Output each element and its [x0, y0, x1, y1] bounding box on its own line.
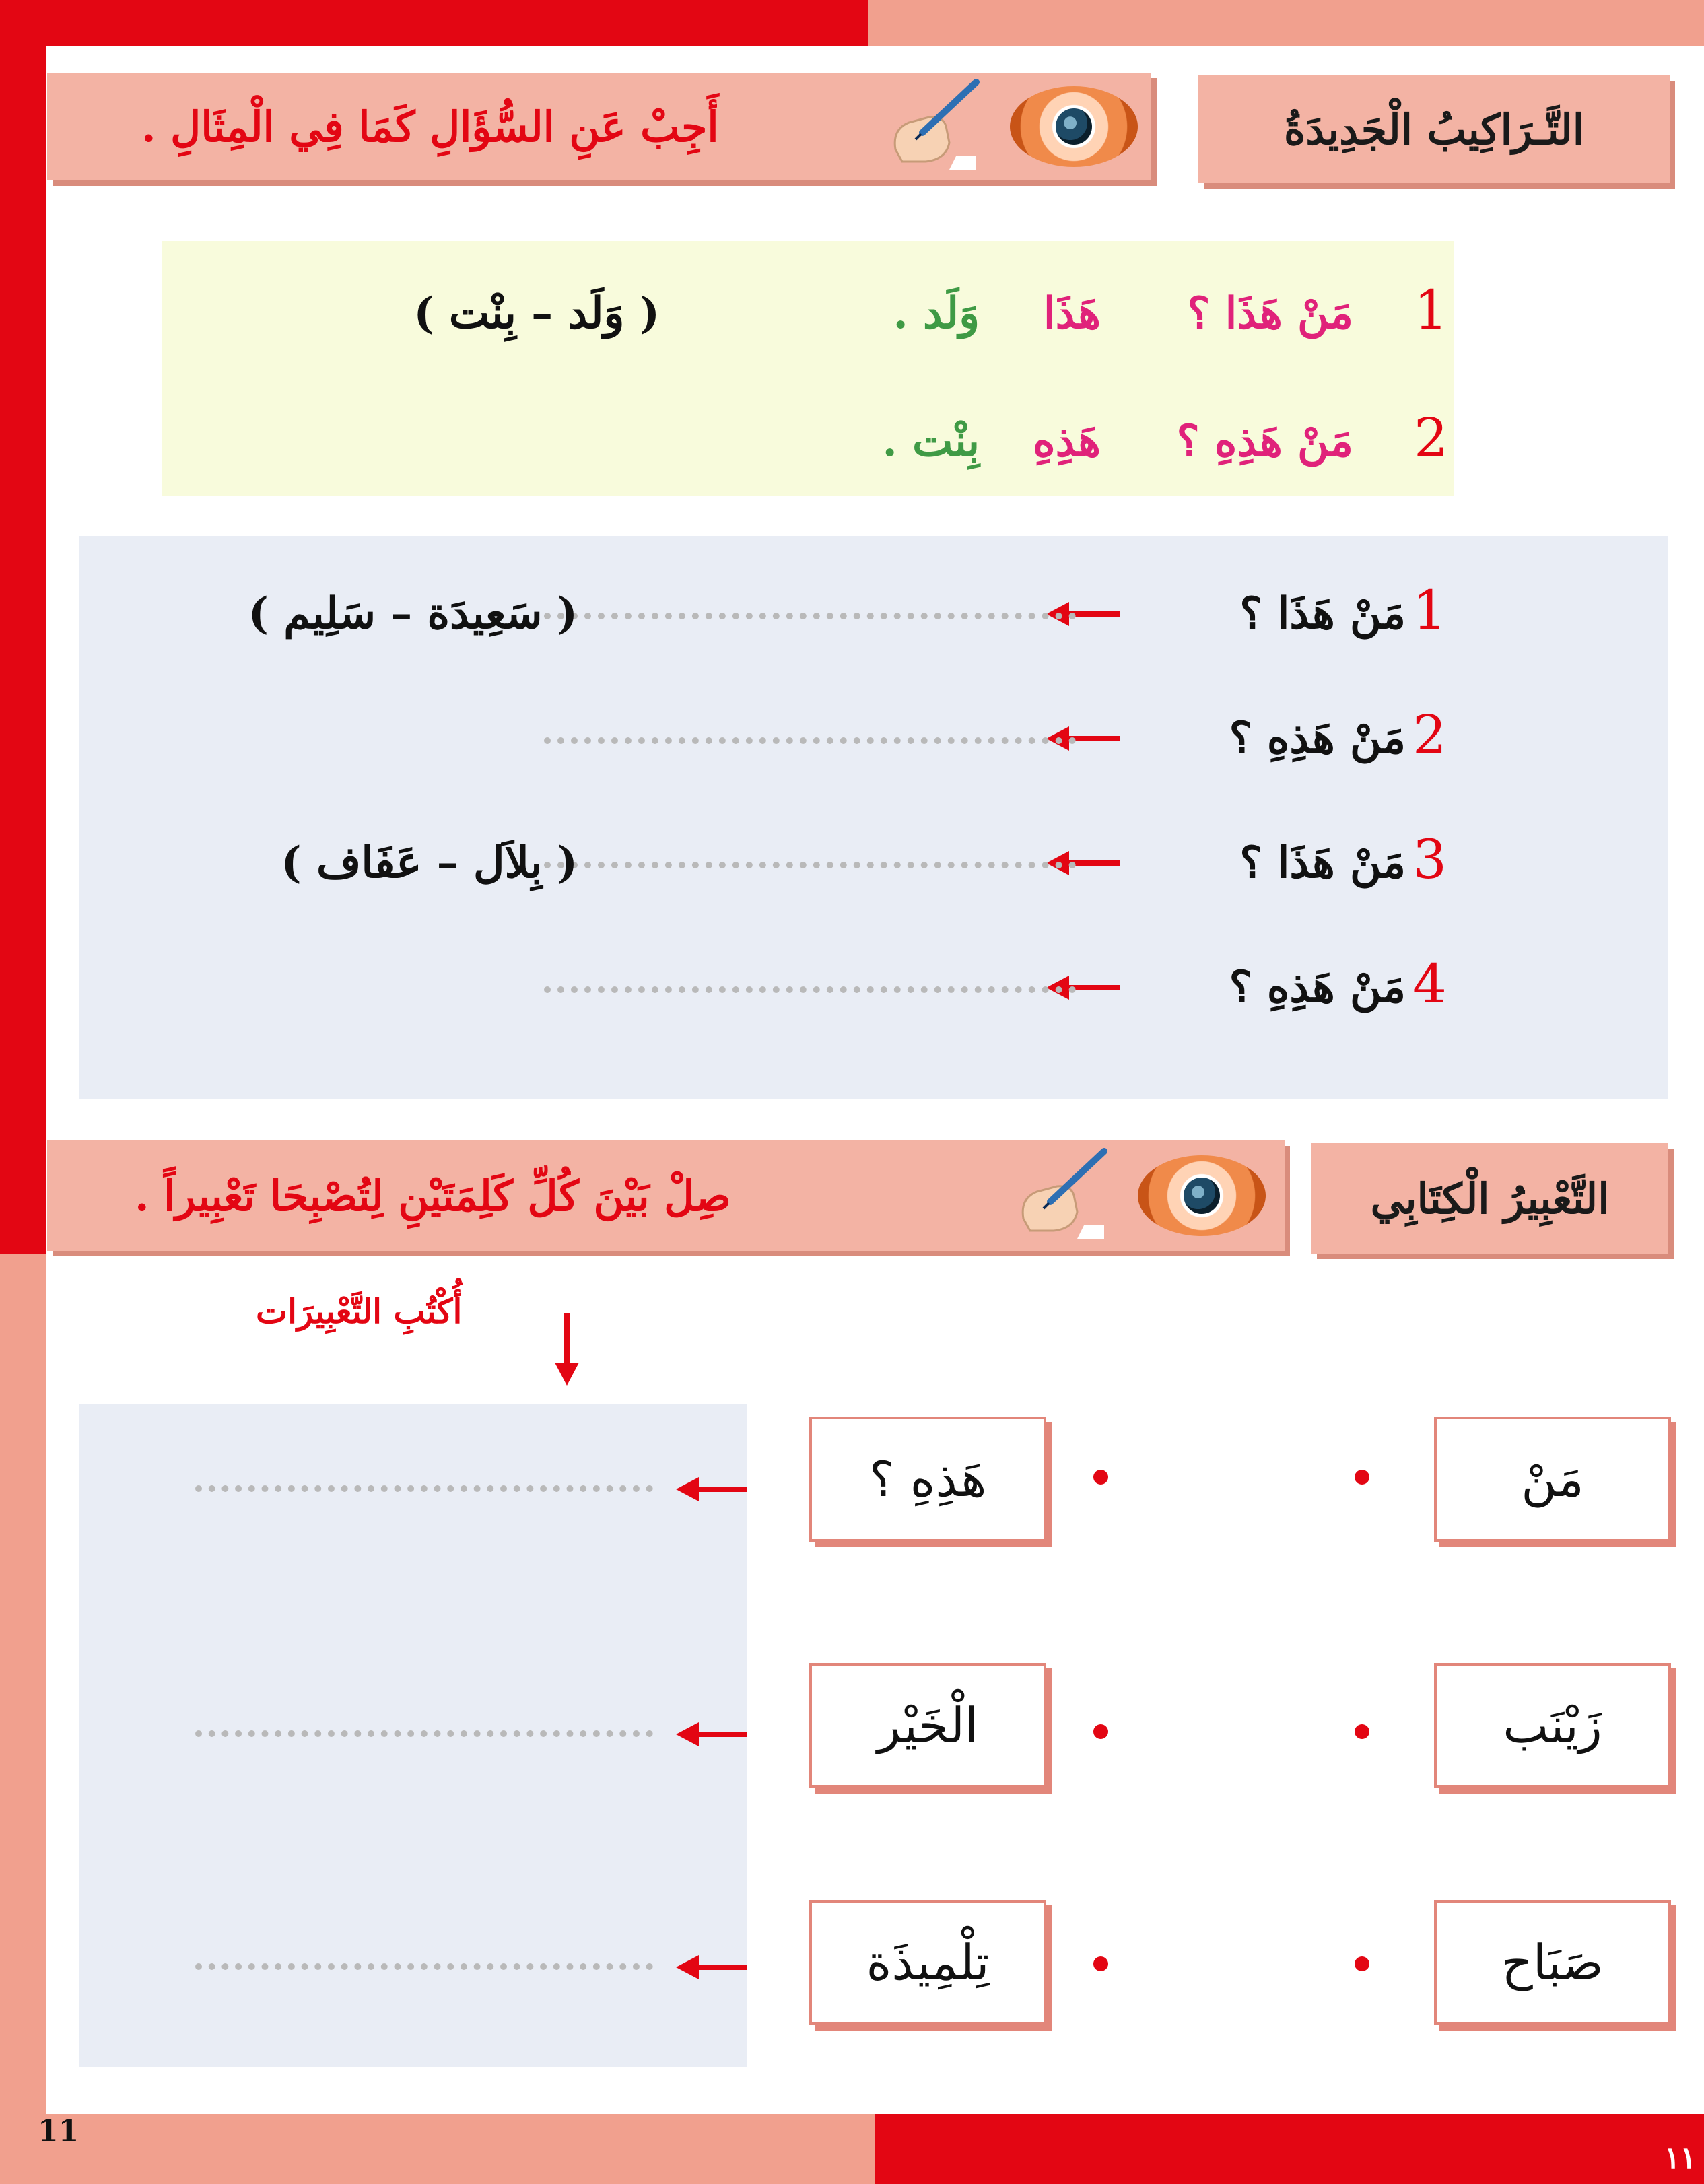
- example-row-1: [162, 269, 1454, 350]
- left-word: تِلْمِيذَة: [866, 1934, 990, 1991]
- right-word-card[interactable]: [1434, 1417, 1671, 1542]
- right-word: زَيْنَب: [1503, 1697, 1602, 1754]
- page-frame-top-pink: [868, 0, 1704, 46]
- section-title-box: [1198, 75, 1670, 183]
- example-number: 1: [1414, 279, 1448, 341]
- left-word: هَذِهِ ؟: [868, 1451, 987, 1507]
- down-arrow-line: [564, 1313, 570, 1367]
- exercise-row-1: [79, 572, 1668, 653]
- expression-blank[interactable]: [195, 1963, 653, 1970]
- arrow-line: [696, 1965, 747, 1970]
- match-dot[interactable]: [1093, 1956, 1108, 1971]
- eye-icon: [1138, 1155, 1266, 1236]
- example-answer-demonstrative: هَذَا: [1043, 288, 1101, 339]
- example-question: مَنْ هَذَا ؟: [1187, 288, 1353, 339]
- exercise-hint: ( بِلاَل – عَفَاف ): [281, 838, 578, 888]
- example-answer-noun: بِنْت .: [882, 416, 980, 467]
- match-dot[interactable]: [1355, 1956, 1369, 1971]
- answer-blank[interactable]: [544, 862, 1076, 868]
- page-frame-left-pink: [0, 1254, 46, 2184]
- section-title: التَّـرَاكِيبُ الْجَدِيدَةُ: [1283, 104, 1585, 154]
- right-word-card[interactable]: [1434, 1900, 1671, 2025]
- match-dot[interactable]: [1355, 1724, 1369, 1739]
- write-prompt: أُكْتُبِ التَّعْبِيرَات: [256, 1291, 463, 1331]
- right-word: صَبَاح: [1501, 1934, 1604, 1991]
- exercise-question: مَنْ هَذِهِ ؟: [1229, 962, 1406, 1013]
- page-frame-bottom-red: [875, 2114, 1704, 2184]
- left-word-card[interactable]: [809, 1900, 1046, 2025]
- instruction-text: أَجِبْ عَنِ السُّؤَالِ كَمَا فِي الْمِثَالِ .: [141, 102, 719, 151]
- exercise-question: مَنْ هَذِهِ ؟: [1229, 713, 1406, 763]
- right-word-card[interactable]: [1434, 1663, 1671, 1788]
- expression-blank[interactable]: [195, 1730, 653, 1737]
- match-dot[interactable]: [1355, 1470, 1369, 1485]
- written-expression-title: التَّعْبِيرُ الْكِتَابِي: [1370, 1173, 1610, 1223]
- exercise-number: 1: [1412, 579, 1447, 642]
- answer-blank[interactable]: [544, 737, 1076, 744]
- match-dot[interactable]: [1093, 1724, 1108, 1739]
- instruction-text-wrap: [141, 73, 882, 180]
- eye-icon: [1010, 86, 1138, 167]
- example-hint: ( وَلَد – بِنْت ): [413, 288, 660, 339]
- left-word: الْخَيْر: [877, 1697, 978, 1754]
- hand-writing-icon: [1010, 1145, 1111, 1239]
- page-frame-top-red: [0, 0, 868, 46]
- exercise-hint: ( سَعِيدَة – سَلِيم ): [248, 588, 578, 639]
- arrow-line: [696, 1487, 747, 1492]
- example-number: 2: [1414, 407, 1448, 469]
- example-answer-demonstrative: هَذِهِ: [1033, 416, 1101, 467]
- left-word-card[interactable]: [809, 1663, 1046, 1788]
- exercise-question: مَنْ هَذَا ؟: [1239, 838, 1406, 888]
- exercise-number: 2: [1412, 704, 1447, 766]
- arrow-icon: [676, 1955, 699, 1979]
- exercise-number: 4: [1412, 953, 1447, 1015]
- arrow-line: [696, 1732, 747, 1737]
- arrow-icon: [676, 1722, 699, 1746]
- page-frame-bottom-pink: [0, 2114, 875, 2184]
- page-frame-left-red: [0, 0, 46, 1254]
- exercise-row-2: [79, 697, 1668, 778]
- written-instruction-text: صِلْ بَيْنَ كُلِّ كَلِمَتَيْنِ لِتُصْبِحَا تَعْبِيراً .: [135, 1171, 731, 1221]
- answer-blank[interactable]: [544, 613, 1076, 619]
- section-band-red: [0, 1134, 46, 1254]
- example-row-2: [162, 397, 1454, 478]
- page-number-right: ١١: [1664, 2141, 1697, 2175]
- example-answer-noun: وَلَد .: [893, 288, 980, 339]
- answer-blank[interactable]: [544, 986, 1076, 993]
- exercise-row-3: [79, 821, 1668, 902]
- exercise-question: مَنْ هَذَا ؟: [1239, 588, 1406, 639]
- left-word-card[interactable]: [809, 1417, 1046, 1542]
- arrow-icon: [676, 1477, 699, 1501]
- written-instruction-wrap: [135, 1140, 1010, 1251]
- down-arrow-icon: [555, 1363, 579, 1386]
- exercise-number: 3: [1412, 828, 1447, 891]
- exercise-row-4: [79, 946, 1668, 1027]
- expression-blank[interactable]: [195, 1485, 653, 1492]
- match-dot[interactable]: [1093, 1470, 1108, 1485]
- example-question: مَنْ هَذِهِ ؟: [1176, 416, 1353, 467]
- page-number-left: 11: [38, 2114, 79, 2148]
- right-word: مَنْ: [1521, 1451, 1584, 1507]
- written-expression-title-box: [1311, 1143, 1668, 1254]
- hand-writing-icon: [882, 75, 983, 170]
